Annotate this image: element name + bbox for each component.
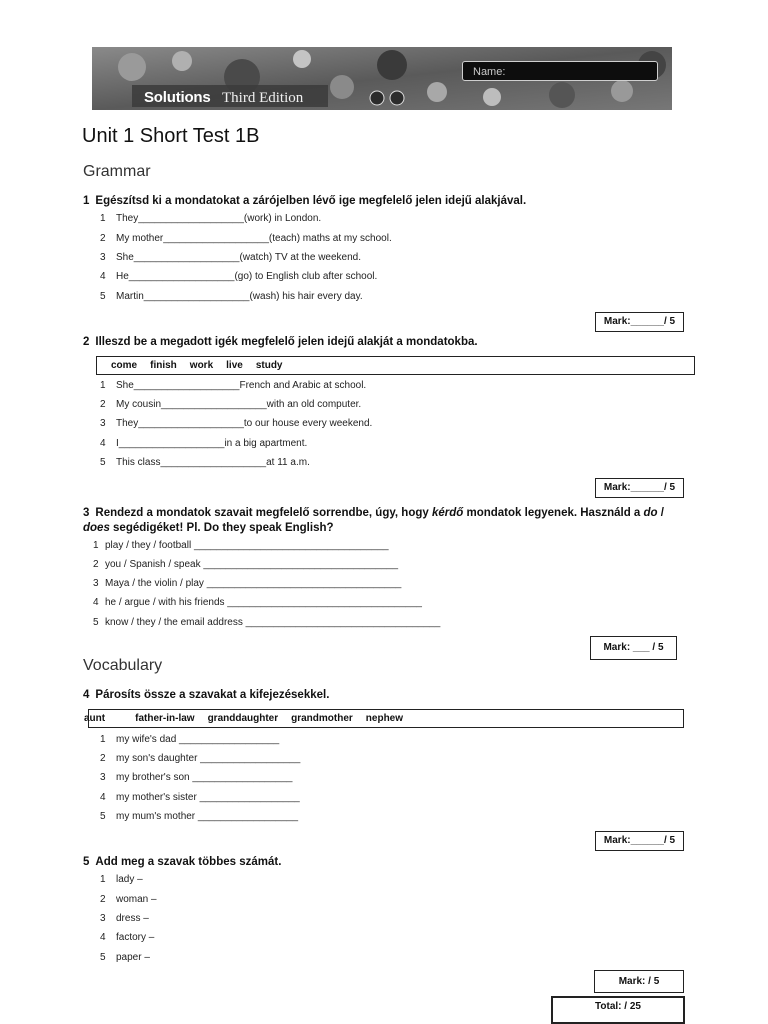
task-1-item: 3 She___________________(watch) TV at the weekend. <box>100 252 362 263</box>
task-2-mark-box: Mark:______/ 5 <box>595 478 684 498</box>
task-5-item: 2 woman – <box>100 894 157 905</box>
word-box-item: grandmother <box>291 713 353 724</box>
series-logo-text: Solutions <box>144 89 211 106</box>
task-3-item: 4 he / argue / with his friends ___________________________________ <box>93 597 422 608</box>
word-box-item: work <box>189 360 214 371</box>
header-banner <box>92 47 672 110</box>
task-5-mark-box: Mark: / 5 <box>594 970 684 993</box>
task-4-item: 2 my son's daughter __________________ <box>100 753 301 764</box>
word-box-item: study <box>255 360 283 371</box>
task-2-item: 5 This class___________________at 11 a.m. <box>100 457 310 468</box>
section-vocabulary: Vocabulary <box>83 657 163 674</box>
word-box-item: come <box>111 360 138 371</box>
task-5-item: 1 lady – <box>100 874 143 885</box>
task-5-item: 3 dress – <box>100 913 149 924</box>
word-box-item: finish <box>150 360 177 371</box>
task-4-instruction: 4 Párosíts össze a szavakat a kifejezésekkel. <box>83 689 330 701</box>
task-3-item: 2 you / Spanish / speak ___________________________________ <box>93 559 399 570</box>
word-box-item: nephew <box>365 713 404 724</box>
task-3-item: 5 know / they / the email address ___________________________________ <box>93 617 441 628</box>
task-4-item: 4 my mother's sister __________________ <box>100 792 300 803</box>
task-1-item: 1 They___________________(work) in London. <box>100 213 322 224</box>
task-4-item: 3 my brother's son __________________ <box>100 772 293 783</box>
task-4-item: 5 my mum's mother __________________ <box>100 811 299 822</box>
edition-text: Third Edition <box>222 90 304 106</box>
section-grammar: Grammar <box>83 163 151 180</box>
word-box-item: aunt <box>84 713 106 724</box>
task-2-instruction: 2 Illeszd be a megadott igék megfelelő jelen idejű alakját a mondatokba. <box>83 336 478 348</box>
task-5-instruction: 5 Add meg a szavak többes számát. <box>83 856 282 868</box>
word-box-item: father-in-law <box>135 713 195 724</box>
task-1-mark-box: Mark:______/ 5 <box>595 312 684 332</box>
word-box-item: granddaughter <box>207 713 279 724</box>
task-3-mark-box: Mark: ___ / 5 <box>590 636 677 660</box>
task-3-item: 1 play / they / football ___________________________________ <box>93 540 389 551</box>
name-field[interactable]: Name: <box>462 61 658 81</box>
task-4-mark-box: Mark:______/ 5 <box>595 831 684 851</box>
task-5-item: 5 paper – <box>100 952 150 963</box>
task-1-item: 2 My mother___________________(teach) maths at my school. <box>100 233 392 244</box>
total-score-box: Total: / 25 <box>551 996 685 1024</box>
task-4-word-box <box>84 709 684 728</box>
task-2-item: 4 I___________________in a big apartment. <box>100 438 308 449</box>
word-box-item: live <box>226 360 243 371</box>
task-1-instruction: 1 Egészítsd ki a mondatokat a zárójelben lévő ige megfelelő jelen idejű alakjával. <box>83 195 527 207</box>
task-2-item: 3 They___________________to our house every weekend. <box>100 418 373 429</box>
task-2-word-box <box>96 356 695 375</box>
task-4-item: 1 my wife's dad __________________ <box>100 734 280 745</box>
task-1-item: 5 Martin___________________(wash) his hair every day. <box>100 291 363 302</box>
task-3-instruction: 3 Rendezd a mondatok szavait megfelelő sorrendbe, úgy, hogy kérdő mondatok legyenek. Használd a do / does segédigéket! Pl. Do they speak English? <box>83 507 664 534</box>
page-title: Unit 1 Short Test 1B <box>82 125 260 147</box>
task-1-item: 4 He___________________(go) to English club after school. <box>100 271 378 282</box>
task-5-item: 4 factory – <box>100 932 155 943</box>
task-3-item: 3 Maya / the violin / play ___________________________________ <box>93 578 402 589</box>
task-2-item: 1 She___________________French and Arabic at school. <box>100 380 367 391</box>
task-2-item: 2 My cousin___________________with an old computer. <box>100 399 362 410</box>
